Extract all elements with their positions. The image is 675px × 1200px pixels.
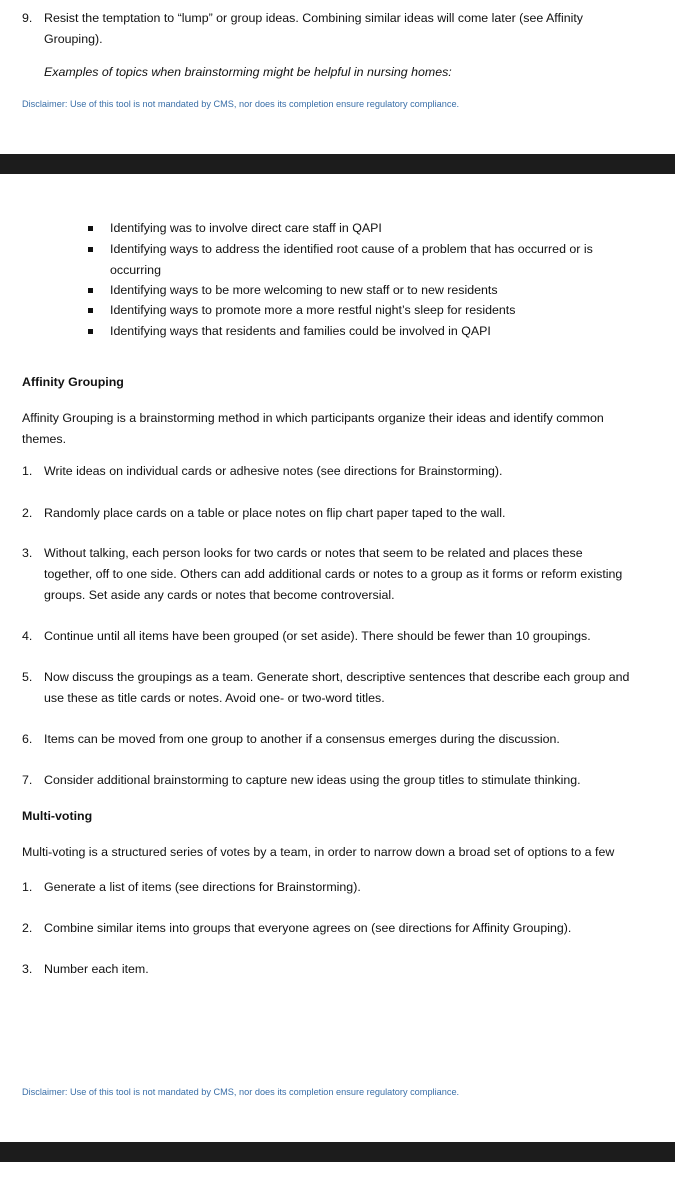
text-line: Without talking, each person looks for two cards or notes that seem to be related and places these xyxy=(44,546,583,560)
square-bullet-icon xyxy=(88,308,93,313)
page-break-band xyxy=(0,1142,675,1162)
text-line: Now discuss the groupings as a team. Generate short, descriptive sentences that describe each group and xyxy=(44,670,630,684)
text-line: Grouping). xyxy=(44,31,103,46)
text-line: Combine similar items into groups that everyone agrees on (see directions for Affinity Grouping). xyxy=(44,921,572,935)
text-line: Generate a list of items (see directions for Brainstorming). xyxy=(44,880,361,894)
text-line: groups. Set aside any cards or notes that become controversial. xyxy=(44,587,395,602)
disclaimer-top: Disclaimer: Use of this tool is not mandated by CMS, nor does its completion ensure regulatory compliance. xyxy=(22,99,460,109)
square-bullet-icon xyxy=(88,247,93,252)
text-line: Identifying ways to promote more a more restful night’s sleep for residents xyxy=(110,303,516,317)
list-number: 2. xyxy=(22,506,33,520)
multivoting-intro: Multi-voting is a structured series of votes by a team, in order to narrow down a broad set of options to a few xyxy=(22,845,615,859)
text-line: Number each item. xyxy=(44,962,149,976)
text-line: use these as title cards or notes. Avoid one- or two-word titles. xyxy=(44,690,385,705)
text-line: Items can be moved from one group to another if a consensus emerges during the discussion. xyxy=(44,732,560,746)
list-text xyxy=(44,8,675,50)
list-number: 7. xyxy=(22,773,33,787)
text-line: occurring xyxy=(110,262,161,277)
square-bullet-icon xyxy=(88,288,93,293)
square-bullet-icon xyxy=(88,226,93,231)
text-line: Continue until all items have been grouped (or set aside). There should be fewer than 10 groupings. xyxy=(44,629,591,643)
disclaimer-bottom: Disclaimer: Use of this tool is not mandated by CMS, nor does its completion ensure regulatory compliance. xyxy=(22,1087,460,1097)
text-line: Identifying was to involve direct care staff in QAPI xyxy=(110,221,382,235)
list-number: 6. xyxy=(22,732,33,746)
list-number: 1. xyxy=(22,464,33,478)
square-bullet-icon xyxy=(88,329,93,334)
text-line: Identifying ways that residents and families could be involved in QAPI xyxy=(110,324,491,338)
list-number: 1. xyxy=(22,880,33,894)
text-line: Identifying ways to be more welcoming to new staff or to new residents xyxy=(110,283,498,297)
list-number: 4. xyxy=(22,629,33,643)
text-line: Write ideas on individual cards or adhesive notes (see directions for Brainstorming). xyxy=(44,464,503,478)
list-number: 9. xyxy=(22,11,33,25)
affinity-intro xyxy=(22,408,675,450)
text-line: Affinity Grouping is a brainstorming method in which participants organize their ideas and identify common xyxy=(22,411,604,425)
section-heading-affinity: Affinity Grouping xyxy=(22,375,124,389)
text-line: Randomly place cards on a table or place notes on flip chart paper taped to the wall. xyxy=(44,506,506,520)
text-line: themes. xyxy=(22,431,67,446)
section-heading-multivoting: Multi-voting xyxy=(22,809,93,823)
examples-heading: Examples of topics when brainstorming might be helpful in nursing homes: xyxy=(44,65,452,79)
page-break-band xyxy=(0,154,675,174)
list-number: 3. xyxy=(22,962,33,976)
list-number: 3. xyxy=(22,546,33,560)
text-line: together, off to one side. Others can add additional cards or notes to a group as it forms or reform existing xyxy=(44,566,623,581)
list-number: 5. xyxy=(22,670,33,684)
text-line: Resist the temptation to “lump” or group ideas. Combining similar ideas will come later (see Affinity xyxy=(44,11,583,25)
text-line: Identifying ways to address the identified root cause of a problem that has occurred or is xyxy=(110,242,593,256)
text-line: Consider additional brainstorming to capture new ideas using the group titles to stimulate thinking. xyxy=(44,773,581,787)
list-number: 2. xyxy=(22,921,33,935)
